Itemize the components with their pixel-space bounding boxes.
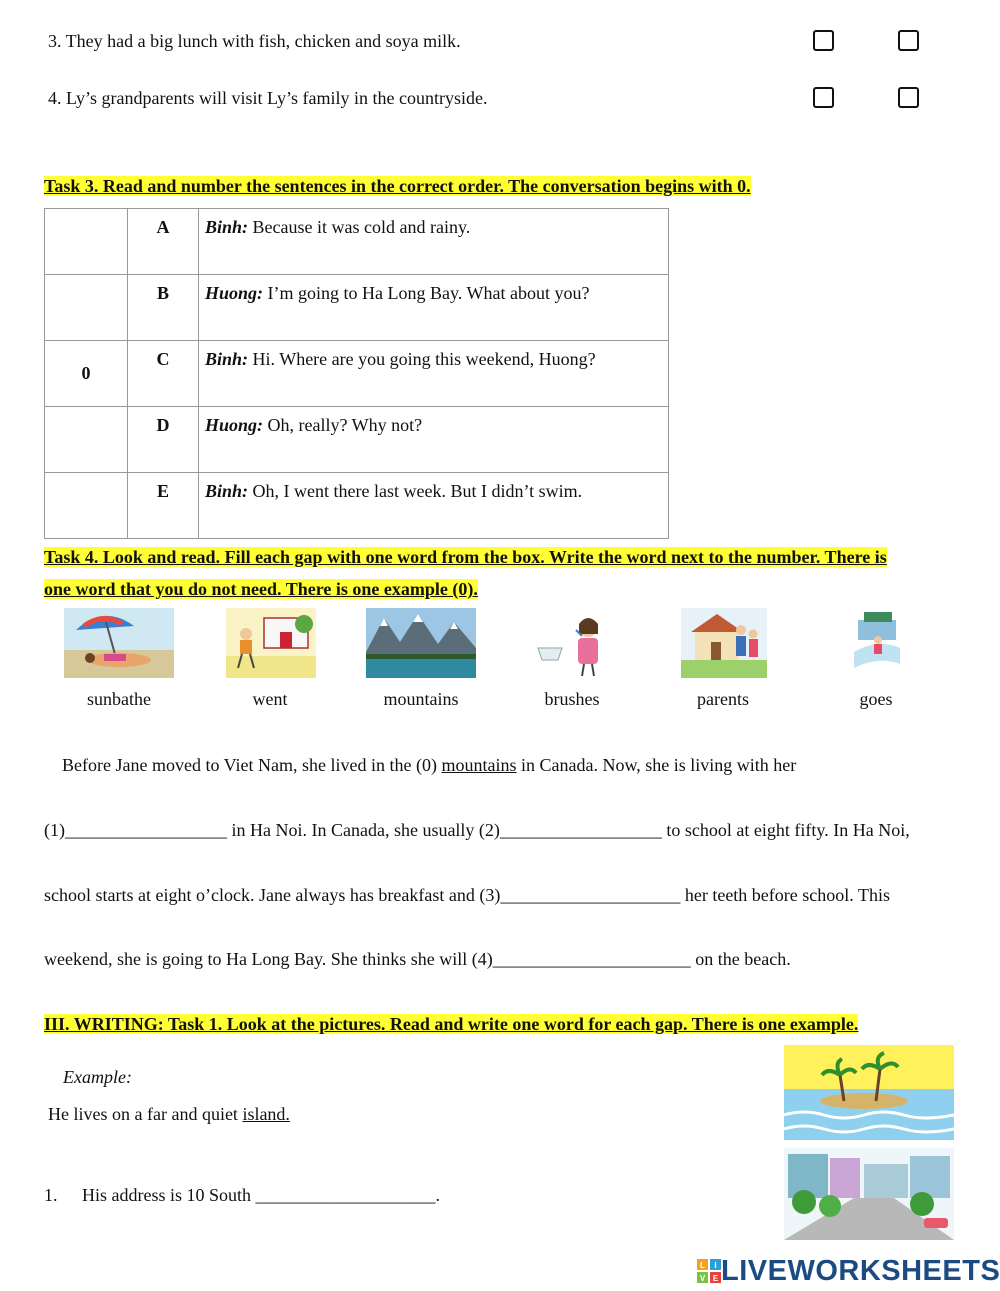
speaker-name: Huong:: [205, 415, 264, 435]
example-answer: mountains: [441, 755, 517, 775]
parents-picture: [681, 608, 767, 678]
went-picture: [226, 608, 316, 678]
logo-letter: I: [714, 1261, 717, 1270]
writing-heading: III. WRITING: Task 1. Look at the pictures. Read and write one word for each gap. There is one example.: [44, 1014, 859, 1034]
word-option: sunbathe: [87, 689, 151, 709]
order-number-cell[interactable]: [45, 407, 128, 473]
table-row: [45, 275, 669, 341]
letter-cell: D: [128, 407, 199, 473]
order-number-cell[interactable]: [45, 275, 128, 341]
island-picture: [784, 1045, 954, 1140]
statement-text: 4. Ly’s grandparents will visit Ly’s family in the countryside.: [48, 88, 488, 108]
example-sentence: [48, 1104, 290, 1125]
word-option: mountains: [383, 689, 459, 709]
speaker-name: Binh:: [205, 481, 249, 501]
false-checkbox[interactable]: [898, 87, 919, 108]
liveworksheets-logo: [697, 1256, 1000, 1286]
passage-line-4[interactable]: weekend, she is going to Ha Long Bay. She thinks she will (4)______________________ on the beach.: [44, 949, 791, 969]
word-option: brushes: [544, 689, 600, 709]
speaker-name: Binh:: [205, 217, 249, 237]
question-number: 1.: [44, 1185, 58, 1205]
task4-heading-line2: one word that you do not need. There is one example (0).: [44, 579, 478, 599]
sentence-text: Because it was cold and rainy.: [248, 217, 471, 237]
passage-line-1: [62, 755, 796, 776]
goes-picture: [850, 608, 906, 678]
passage-text: Before Jane moved to Viet Nam, she lived in the (0): [62, 755, 442, 775]
example-label: Example:: [63, 1067, 132, 1087]
sentence-cell: [199, 341, 669, 407]
table-row: [45, 341, 669, 407]
logo-letter: V: [699, 1274, 706, 1283]
word-option: parents: [697, 689, 749, 709]
sentence-text: I’m going to Ha Long Bay. What about you?: [263, 283, 590, 303]
speaker-name: Huong:: [205, 283, 264, 303]
order-number-cell: 0: [45, 341, 128, 407]
sentence-text: Hi. Where are you going this weekend, Huong?: [248, 349, 596, 369]
false-checkbox[interactable]: [898, 30, 919, 51]
true-checkbox[interactable]: [813, 30, 834, 51]
mountains-picture: [366, 608, 476, 678]
sentence-text: Oh, really? Why not?: [263, 415, 423, 435]
logo-letter: E: [712, 1274, 719, 1283]
sentence-cell: [199, 473, 669, 539]
street-picture: [784, 1148, 954, 1240]
live-logo-icon: [697, 1259, 721, 1283]
task3-heading: Task 3. Read and number the sentences in the correct order. The conversation begins with 0.: [44, 176, 751, 196]
table-row: [45, 407, 669, 473]
sentence-cell: [199, 209, 669, 275]
order-number-cell[interactable]: [45, 473, 128, 539]
passage-text: in Canada. Now, she is living with her: [516, 755, 797, 775]
letter-cell: A: [128, 209, 199, 275]
sentence-text: Oh, I went there last week. But I didn’t swim.: [248, 481, 583, 501]
passage-line-2[interactable]: (1)__________________ in Ha Noi. In Canada, she usually (2)__________________ to school at eight fifty. In Ha Noi,: [44, 820, 910, 840]
table-row: [45, 209, 669, 275]
question-1-text[interactable]: His address is 10 South ____________________.: [82, 1185, 441, 1205]
true-checkbox[interactable]: [813, 87, 834, 108]
logo-letter: L: [700, 1261, 705, 1270]
order-number-cell[interactable]: [45, 209, 128, 275]
passage-line-3[interactable]: school starts at eight o’clock. Jane always has breakfast and (3)____________________ her teeth before school. This: [44, 885, 890, 905]
sentence-cell: [199, 275, 669, 341]
example-answer: island.: [242, 1104, 290, 1124]
letter-cell: B: [128, 275, 199, 341]
statement-text: 3. They had a big lunch with fish, chicken and soya milk.: [48, 31, 461, 51]
table-row: [45, 473, 669, 539]
example-text: He lives on a far and quiet: [48, 1104, 243, 1124]
brushes-picture: [532, 608, 617, 678]
sentence-cell: [199, 407, 669, 473]
task4-heading-line1: Task 4. Look and read. Fill each gap with one word from the box. Write the word next to the number. There is: [44, 547, 887, 567]
sunbathe-picture: [64, 608, 174, 678]
word-option: went: [252, 689, 288, 709]
letter-cell: C: [128, 341, 199, 407]
logo-text: LIVEWORKSHEETS: [721, 1254, 1000, 1287]
word-option: goes: [859, 689, 893, 709]
letter-cell: E: [128, 473, 199, 539]
conversation-table: [44, 208, 669, 539]
speaker-name: Binh:: [205, 349, 249, 369]
